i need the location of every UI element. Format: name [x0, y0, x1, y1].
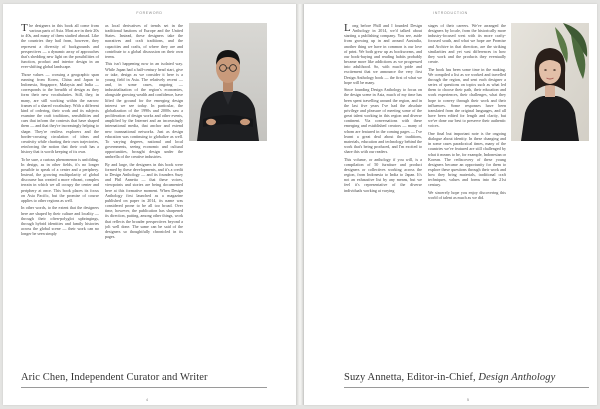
right-paragraph-1-text: ong before Phill and I founded Design Anthology in 2014, we'd talked about starting a publishing company. You see, aside from growing up in and around Australia, another thing we have in common is our love of print. We both grew up as bookworms, and our book-buying and reading habits probably became more like addictions as we progressed into adulthood. So, with much pride and excitement that we announce the very first Design Anthology book — the first of what we hope will be many.	[344, 23, 422, 85]
caption-suzy-annetta-name: Suzy Annetta, Editor-in-Chief,	[344, 372, 479, 383]
folio-left: 4	[146, 398, 148, 402]
caption-rule-left	[21, 387, 267, 388]
left-page	[3, 4, 296, 405]
right-paragraph-7: We sincerely hope you enjoy discovering this world of talent as much as we did.	[428, 190, 506, 201]
running-head-foreword: FOREWORD	[136, 11, 163, 15]
caption-aric-chen: Aric Chen, Independent Curator and Writer	[21, 372, 208, 383]
right-paragraph-1	[344, 23, 422, 85]
right-paragraph-2: Since founding Design Anthology to focus on the design scene in Asia, much of my time has been spent travelling around the region, and in the last five years I've had the absolute privilege and pleasure of meeting some of the great talent working in this region and diverse continent. Via conversations with these emerging and established creators — many of whom are featured in the coming pages — I've learnt a great deal about the traditions, materials, education and technology behind the work that's being produced, and I'm excited to share this with our readers.	[344, 87, 422, 155]
right-paragraph-3: This volume, or anthology if you will, is a compilation of 50 furniture and product designers or collectives working across the region, from Indonesia to India to Japan. It's not an exhaustive list by any means, but we feel it's representative of the diverse individuals working at varying	[344, 156, 422, 193]
left-paragraph-6: This isn't happening now in an isolated way. While Japan had a half-century head start, give or take, design as we consider it here is a young field in Asia. The relatively recent — and, in some cases, ongoing — industrialization of the region's economies, alongside growing wealth and confidence, have lifted the ground for the emerging design interest we see today. In particular, the globalization of the 1990s and 2000s saw a proliferation of design works and other events, amplified by the Internet and an increasingly international media, that anchor and extend new transnational networks. Just as design education was continuing to globalize as well. To varying degrees, national and local governments, seeing economic and cultural opportunities, brought design under the umbrella of the creative industries.	[105, 61, 183, 160]
running-head-introduction: INTRODUCTION	[433, 11, 468, 15]
folio-right: 5	[467, 398, 469, 402]
left-paragraph-5: as local derivatives of trends set in the traditional bastions of Europe and the United States. Instead, these designers take the narratives and craft traditions, and the capacities and crafts, of where they are and contribute to a global discussion on their own terms.	[105, 23, 183, 59]
right-paragraph-6: One final but important note is the ongoing dialogue about identity. In these changing and in some cases paradoxical times, many of the countries we've featured are still challenged by what it means to be, for example, Indonesian or Korean. The rediscovery of these young designers became an opportunity for them to explore these questions through their work and how they bring materials, traditional craft techniques, values and forms into the 21st century.	[428, 130, 506, 188]
caption-suzy-annetta	[344, 372, 555, 383]
portrait-suzy-annetta-image	[511, 23, 589, 141]
left-paragraph-1	[21, 23, 99, 69]
right-column-2	[428, 23, 506, 348]
portrait-suzy-annetta	[511, 23, 589, 141]
drop-cap: L	[344, 23, 351, 34]
right-paragraph-4: stages of their careers. We've arranged the designers by locale, from the historically more industry-focused west with its more crafty-focused south, and what we hope are Promise and Archive in that direction, are the striking similarities and yet vast differences in how they work and the products they eventually create.	[428, 23, 506, 65]
gutter	[296, 4, 304, 405]
right-paragraph-5: The book has been some time in the making. We compiled a list as we worked and travelled through the region, and sent each designer a series of questions on topics such as what led them to choose their path, their education and work experiences, their challenges, what they hope to convey through their work and their influences. Some responses have been translated from the original languages, and all have been edited for length and clarity, but we've done our best to preserve their authentic voices.	[428, 66, 506, 129]
left-paragraph-7: By and large, the designers in this book were formed by these developments, and it's a credit to Design Anthology — and its founders Suzy and Phil Annetta — that these voices, viewpoints and stories are being documented here at this formative moment. When Design Anthology first launched as a magazine published on paper in 2014, its name was considered prone to be all too broad. Over time, however, the publication has sharpened its direction, putting, among other things, work that reflects the broader perspectives beyond a jolt well done. The same can be said of the designers so thoughtfully chronicled in its pages.	[105, 161, 183, 240]
left-paragraph-3: To be sure, a curious phenomenon is unfolding. In design, as in other fields, it's no longer possible to speak of a center and a periphery. Instead, the growing multipolarity of global discourse has created a more vibrant, complex terrain in which we all occupy the center and periphery at once. This book places its focus on Asia Pacific, but the promise of course applies to other regions as well.	[21, 156, 99, 203]
right-column-1	[344, 23, 422, 348]
portrait-aric-chen	[189, 23, 267, 141]
caption-rule-right	[344, 387, 589, 388]
left-paragraph-1-text: he designers in this book all come from various parts of Asia. Most are in their 20s to 40s, and many of them studied abroad. Like the countries they hail from, however, they represent a diversity of backgrounds and perspectives — a dynamic array of approaches that's shedding new light on the possibilities of function, product and interior design in an ever-shifting global landscape.	[21, 23, 99, 70]
left-column-1	[21, 23, 99, 348]
portrait-aric-chen-image	[189, 23, 267, 141]
right-page	[304, 4, 597, 405]
left-paragraph-2: Those values — crossing a geographic span running from Korea, China and Japan to Indonesia, Singapore, Malaysia and India — corresponds to the breadth of design as they form their new vocabularies. Still, they, in many, are still working within the narrow frames of a shared vocabulary. With a different kind of ordering, their work and its subjects examine the craft traditions, sensibilities and cues that inform the contexts that have shaped them — and that they're increasingly helping to shape. They're restless explorers and the border-crossing circulation of ideas and creativity while charting their own trajectories, reinforcing the notion that their craft has a history that is worth keeping of its own.	[21, 71, 99, 155]
caption-publication-title: Design Anthology	[478, 372, 556, 383]
drop-cap: T	[21, 23, 28, 34]
left-column-2	[105, 23, 183, 348]
left-paragraph-4: In other words, to the extent that the designers here are shaped by their culture and locality — through their often-polyglot upbringings, through hybrid identities and family histories across the global scene — their work can no longer be seen simply	[21, 205, 99, 237]
